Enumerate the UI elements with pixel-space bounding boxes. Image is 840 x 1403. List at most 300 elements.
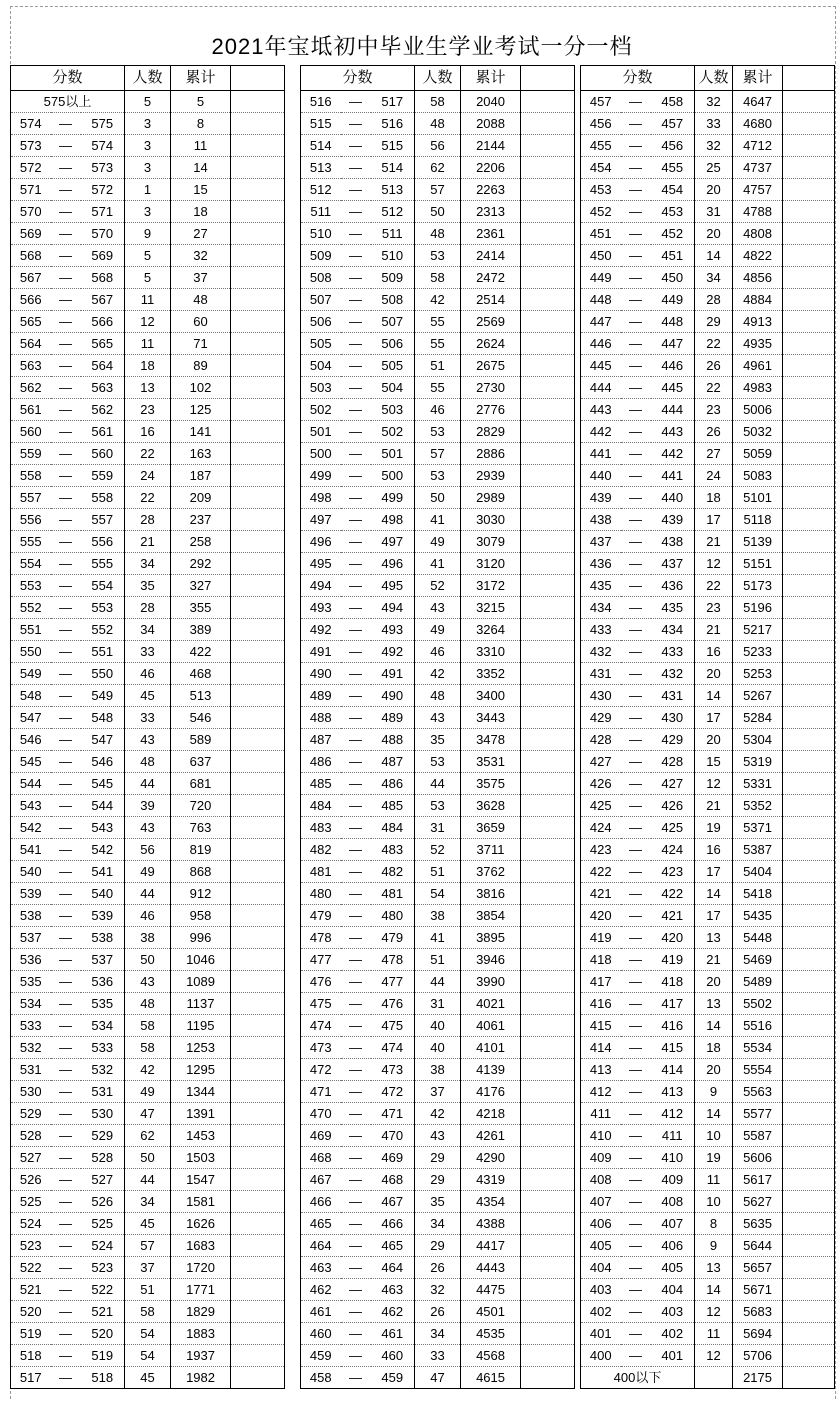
score-low: 559 [19, 446, 42, 461]
table-row [581, 487, 835, 509]
score-dash: — [59, 1172, 72, 1187]
score-low: 520 [19, 1304, 42, 1319]
count-cell: 37 [415, 1081, 461, 1103]
spacer-cell [783, 311, 835, 333]
spacer-cell [783, 1235, 835, 1257]
count-cell: 12 [695, 1301, 733, 1323]
score-dash: — [349, 1018, 362, 1033]
cumulative-cell: 5173 [733, 575, 783, 597]
score-low: 441 [589, 446, 612, 461]
score-low: 560 [19, 424, 42, 439]
cumulative-cell: 187 [171, 465, 231, 487]
table-row [11, 289, 285, 311]
spacer-cell [231, 1213, 285, 1235]
score-dash: — [349, 358, 362, 373]
spacer-cell [521, 817, 575, 839]
spacer-cell [521, 927, 575, 949]
cumulative-cell: 2144 [461, 135, 521, 157]
score-low: 409 [589, 1150, 612, 1165]
spacer-cell [231, 1037, 285, 1059]
score-high: 474 [371, 1037, 415, 1059]
table-row [581, 201, 835, 223]
score-high: 424 [651, 839, 695, 861]
cumulative-cell: 3443 [461, 707, 521, 729]
count-cell: 26 [415, 1257, 461, 1279]
score-high: 557 [81, 509, 125, 531]
count-cell: 44 [125, 1169, 171, 1191]
count-cell: 44 [125, 773, 171, 795]
count-cell: 57 [415, 443, 461, 465]
table-row [301, 1213, 575, 1235]
count-cell: 34 [125, 619, 171, 641]
score-range-label: 400以下 [581, 1367, 695, 1389]
table-row [11, 1257, 285, 1279]
spacer-cell [783, 751, 835, 773]
count-cell: 49 [125, 1081, 171, 1103]
score-low: 481 [309, 864, 332, 879]
score-dash: — [59, 314, 72, 329]
score-low: 508 [309, 270, 332, 285]
cumulative-cell: 4757 [733, 179, 783, 201]
score-dash: — [629, 1348, 642, 1363]
count-cell: 52 [415, 839, 461, 861]
table-row [301, 443, 575, 465]
table-row [11, 1059, 285, 1081]
score-high: 425 [651, 817, 695, 839]
count-cell: 41 [415, 553, 461, 575]
score-dash: — [59, 446, 72, 461]
score-dash: — [349, 1128, 362, 1143]
score-low: 422 [589, 864, 612, 879]
score-low: 494 [309, 578, 332, 593]
score-high: 447 [651, 333, 695, 355]
table-row [11, 993, 285, 1015]
score-dash: — [349, 952, 362, 967]
score-high: 459 [371, 1367, 415, 1389]
table-row [581, 135, 835, 157]
score-high: 534 [81, 1015, 125, 1037]
score-low: 466 [309, 1194, 332, 1209]
spacer-cell [231, 1125, 285, 1147]
score-low: 406 [589, 1216, 612, 1231]
score-high: 548 [81, 707, 125, 729]
table-row [301, 1103, 575, 1125]
table-row [11, 927, 285, 949]
score-dash: — [349, 886, 362, 901]
score-high: 458 [651, 91, 695, 113]
table-row [301, 1147, 575, 1169]
count-cell: 49 [415, 619, 461, 641]
score-high: 555 [81, 553, 125, 575]
score-high: 567 [81, 289, 125, 311]
table-row [11, 729, 285, 751]
score-high: 543 [81, 817, 125, 839]
score-low: 527 [19, 1150, 42, 1165]
score-high: 437 [651, 553, 695, 575]
cumulative-cell: 2088 [461, 113, 521, 135]
cumulative-cell: 5657 [733, 1257, 783, 1279]
count-cell: 26 [695, 355, 733, 377]
score-high: 506 [371, 333, 415, 355]
cumulative-cell: 4261 [461, 1125, 521, 1147]
spacer-cell [783, 1103, 835, 1125]
score-dash: — [629, 204, 642, 219]
count-cell: 31 [695, 201, 733, 223]
cumulative-cell: 4737 [733, 157, 783, 179]
score-high: 475 [371, 1015, 415, 1037]
score-low: 429 [589, 710, 612, 725]
score-dash: — [349, 1172, 362, 1187]
score-low: 521 [19, 1282, 42, 1297]
count-cell: 45 [125, 1367, 171, 1389]
spacer-cell [521, 91, 575, 113]
cumulative-cell: 5 [171, 91, 231, 113]
table-row [581, 355, 835, 377]
cumulative-cell: 5059 [733, 443, 783, 465]
cumulative-cell: 5387 [733, 839, 783, 861]
spacer-cell [783, 1323, 835, 1345]
score-low: 428 [589, 732, 612, 747]
page-title: 2021年宝坻初中毕业生学业考试一分一档 [211, 34, 633, 59]
score-dash: — [629, 1062, 642, 1077]
score-dash: — [629, 798, 642, 813]
score-dash: — [629, 688, 642, 703]
cumulative-cell: 2263 [461, 179, 521, 201]
score-high: 545 [81, 773, 125, 795]
table-row [301, 707, 575, 729]
spacer-cell [783, 113, 835, 135]
table-row [11, 905, 285, 927]
cumulative-cell: 1046 [171, 949, 231, 971]
cumulative-cell: 5267 [733, 685, 783, 707]
table-row [11, 245, 285, 267]
cumulative-cell: 5151 [733, 553, 783, 575]
count-cell: 58 [415, 91, 461, 113]
score-low: 495 [309, 556, 332, 571]
score-low: 545 [19, 754, 42, 769]
score-low: 462 [309, 1282, 332, 1297]
count-cell: 12 [695, 1345, 733, 1367]
score-low: 427 [589, 754, 612, 769]
score-low: 542 [19, 820, 42, 835]
table-row [581, 817, 835, 839]
spacer-cell [231, 487, 285, 509]
score-high: 418 [651, 971, 695, 993]
table-row [581, 575, 835, 597]
score-low: 519 [19, 1326, 42, 1341]
table-row [301, 223, 575, 245]
score-dash: — [59, 1062, 72, 1077]
cumulative-cell: 4101 [461, 1037, 521, 1059]
table-row [11, 201, 285, 223]
score-high: 420 [651, 927, 695, 949]
spacer-cell [231, 311, 285, 333]
score-dash: — [349, 512, 362, 527]
score-dash: — [59, 182, 72, 197]
spacer-cell [231, 927, 285, 949]
table-row [11, 157, 285, 179]
spacer-cell [783, 135, 835, 157]
score-low: 444 [589, 380, 612, 395]
score-high: 419 [651, 949, 695, 971]
cumulative-cell: 1503 [171, 1147, 231, 1169]
cumulative-cell: 958 [171, 905, 231, 927]
spacer-cell [783, 201, 835, 223]
cumulative-cell: 4961 [733, 355, 783, 377]
cumulative-cell: 237 [171, 509, 231, 531]
score-low: 454 [589, 160, 612, 175]
cumulative-cell: 546 [171, 707, 231, 729]
table-row [11, 663, 285, 685]
spacer-cell [783, 421, 835, 443]
score-dash: — [59, 952, 72, 967]
table-row [581, 267, 835, 289]
count-cell: 34 [415, 1213, 461, 1235]
score-dash: — [629, 138, 642, 153]
score-low: 461 [309, 1304, 332, 1319]
cumulative-cell: 1626 [171, 1213, 231, 1235]
header-count: 人数 [695, 66, 733, 91]
table-row [301, 421, 575, 443]
table-row [11, 839, 285, 861]
score-dash: — [629, 1194, 642, 1209]
score-dash: — [59, 842, 72, 857]
count-cell: 43 [415, 597, 461, 619]
spacer-cell [521, 663, 575, 685]
cumulative-cell: 4388 [461, 1213, 521, 1235]
score-high: 462 [371, 1301, 415, 1323]
spacer-cell [783, 1037, 835, 1059]
score-low: 567 [19, 270, 42, 285]
table-row [581, 1191, 835, 1213]
table-row [301, 861, 575, 883]
cumulative-cell: 3711 [461, 839, 521, 861]
score-high: 566 [81, 311, 125, 333]
count-cell: 23 [695, 399, 733, 421]
table-row [11, 1103, 285, 1125]
spacer-cell [783, 179, 835, 201]
spacer-cell [783, 861, 835, 883]
spacer-cell [783, 575, 835, 597]
score-low: 490 [309, 666, 332, 681]
score-low: 561 [19, 402, 42, 417]
score-high: 505 [371, 355, 415, 377]
spacer-cell [521, 1037, 575, 1059]
score-low: 539 [19, 886, 42, 901]
table-row [301, 597, 575, 619]
spacer-cell [783, 531, 835, 553]
count-cell: 54 [125, 1345, 171, 1367]
table-row [581, 619, 835, 641]
score-dash: — [629, 512, 642, 527]
table-row [301, 729, 575, 751]
cumulative-cell: 2989 [461, 487, 521, 509]
score-dash: — [629, 754, 642, 769]
score-high: 463 [371, 1279, 415, 1301]
score-low: 506 [309, 314, 332, 329]
cumulative-cell: 468 [171, 663, 231, 685]
score-high: 460 [371, 1345, 415, 1367]
table-row [301, 971, 575, 993]
table-row [301, 135, 575, 157]
score-low: 450 [589, 248, 612, 263]
header-row [581, 66, 835, 91]
header-count: 人数 [415, 66, 461, 91]
score-dash: — [629, 886, 642, 901]
spacer-cell [521, 553, 575, 575]
cumulative-cell: 5304 [733, 729, 783, 751]
cumulative-cell: 48 [171, 289, 231, 311]
score-dash: — [629, 1238, 642, 1253]
table-row [581, 1323, 835, 1345]
score-low: 457 [589, 94, 612, 109]
spacer-cell [231, 267, 285, 289]
table-row [581, 245, 835, 267]
score-high: 435 [651, 597, 695, 619]
score-high: 444 [651, 399, 695, 421]
score-high: 538 [81, 927, 125, 949]
score-dash: — [349, 688, 362, 703]
cumulative-cell: 89 [171, 355, 231, 377]
table-row [11, 399, 285, 421]
score-dash: — [59, 336, 72, 351]
score-dash: — [59, 776, 72, 791]
cumulative-cell: 4290 [461, 1147, 521, 1169]
spacer-cell [231, 861, 285, 883]
count-cell: 49 [125, 861, 171, 883]
score-low: 413 [589, 1062, 612, 1077]
score-low: 448 [589, 292, 612, 307]
table-row [581, 1169, 835, 1191]
table-row [581, 377, 835, 399]
count-cell: 3 [125, 113, 171, 135]
cumulative-cell: 1089 [171, 971, 231, 993]
score-low: 531 [19, 1062, 42, 1077]
count-cell: 51 [415, 861, 461, 883]
score-dash: — [349, 1238, 362, 1253]
score-high: 490 [371, 685, 415, 707]
score-dash: — [59, 1260, 72, 1275]
count-cell: 34 [415, 1323, 461, 1345]
score-low: 403 [589, 1282, 612, 1297]
score-dash: — [629, 314, 642, 329]
cumulative-cell: 720 [171, 795, 231, 817]
score-dash: — [59, 644, 72, 659]
score-high: 465 [371, 1235, 415, 1257]
score-high: 539 [81, 905, 125, 927]
score-table-block-3 [580, 65, 835, 1389]
score-low: 515 [309, 116, 332, 131]
count-cell: 28 [695, 289, 733, 311]
score-dash: — [629, 490, 642, 505]
score-high: 414 [651, 1059, 695, 1081]
count-cell: 56 [415, 135, 461, 157]
score-dash: — [59, 490, 72, 505]
score-dash: — [59, 292, 72, 307]
cumulative-cell: 1937 [171, 1345, 231, 1367]
count-cell: 53 [415, 245, 461, 267]
spacer-cell [521, 685, 575, 707]
score-low: 418 [589, 952, 612, 967]
table-row [581, 1213, 835, 1235]
score-high: 411 [651, 1125, 695, 1147]
spacer-cell [231, 509, 285, 531]
count-cell: 8 [695, 1213, 733, 1235]
score-low: 548 [19, 688, 42, 703]
table-row [301, 1125, 575, 1147]
score-low: 410 [589, 1128, 612, 1143]
score-low: 404 [589, 1260, 612, 1275]
score-low: 468 [309, 1150, 332, 1165]
score-dash: — [59, 1216, 72, 1231]
score-high: 432 [651, 663, 695, 685]
table-row [301, 575, 575, 597]
cumulative-cell: 2829 [461, 421, 521, 443]
score-dash: — [349, 468, 362, 483]
score-high: 481 [371, 883, 415, 905]
spacer-cell [783, 377, 835, 399]
cumulative-cell: 4983 [733, 377, 783, 399]
header-cumulative: 累计 [461, 66, 521, 91]
score-high: 510 [371, 245, 415, 267]
score-dash: — [59, 710, 72, 725]
count-cell: 42 [125, 1059, 171, 1081]
score-dash: — [59, 270, 72, 285]
score-high: 504 [371, 377, 415, 399]
cumulative-cell: 5489 [733, 971, 783, 993]
score-dash: — [59, 1106, 72, 1121]
cumulative-cell: 4443 [461, 1257, 521, 1279]
spacer-cell [231, 399, 285, 421]
table-row [301, 1323, 575, 1345]
score-high: 525 [81, 1213, 125, 1235]
table-row [301, 333, 575, 355]
score-low: 570 [19, 204, 42, 219]
count-cell: 17 [695, 905, 733, 927]
score-low: 479 [309, 908, 332, 923]
score-low: 449 [589, 270, 612, 285]
cumulative-cell: 5563 [733, 1081, 783, 1103]
count-cell: 50 [125, 1147, 171, 1169]
score-low: 551 [19, 622, 42, 637]
cumulative-cell: 1195 [171, 1015, 231, 1037]
count-cell: 48 [415, 113, 461, 135]
score-high: 438 [651, 531, 695, 553]
spacer-cell [231, 1345, 285, 1367]
cumulative-cell: 4501 [461, 1301, 521, 1323]
spacer-cell [783, 927, 835, 949]
score-dash: — [349, 1282, 362, 1297]
cumulative-cell: 2514 [461, 289, 521, 311]
score-high: 530 [81, 1103, 125, 1125]
score-dash: — [59, 578, 72, 593]
table-row [11, 311, 285, 333]
cumulative-cell: 4218 [461, 1103, 521, 1125]
score-low: 486 [309, 754, 332, 769]
score-low: 435 [589, 578, 612, 593]
score-dash: — [59, 622, 72, 637]
cumulative-cell: 5706 [733, 1345, 783, 1367]
count-cell: 57 [415, 179, 461, 201]
score-dash: — [629, 292, 642, 307]
table-row [11, 1081, 285, 1103]
cumulative-cell: 4935 [733, 333, 783, 355]
cumulative-cell: 37 [171, 267, 231, 289]
score-low: 419 [589, 930, 612, 945]
cumulative-cell: 3310 [461, 641, 521, 663]
count-cell: 20 [695, 971, 733, 993]
score-low: 416 [589, 996, 612, 1011]
